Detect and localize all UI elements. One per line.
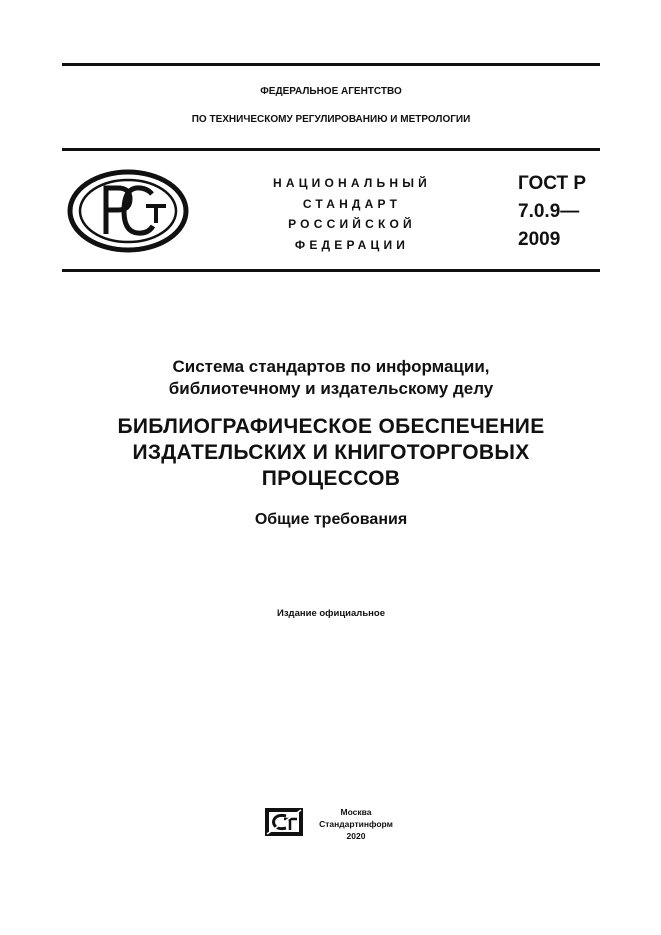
publisher-city: Москва	[340, 807, 372, 817]
top-rule	[62, 63, 600, 66]
series-line: Система стандартов по информации,	[172, 357, 490, 376]
publisher-name: Стандартинформ	[319, 819, 393, 829]
standard-type-line: РОССИЙСКОЙ	[288, 217, 416, 231]
series-line: библиотечному и издательскому делу	[168, 379, 494, 398]
standard-designation	[518, 170, 586, 254]
document-title	[62, 414, 600, 492]
designation-line: 7.0.9—	[518, 201, 580, 222]
standard-type	[252, 173, 452, 255]
lower-rule	[62, 269, 600, 272]
designation-line: 2009	[518, 229, 561, 250]
series-title	[62, 356, 600, 400]
designation-line: ГОСТ Р	[518, 173, 587, 194]
document-subtitle: Общие требования	[254, 511, 408, 528]
publisher-imprint	[310, 806, 402, 842]
standard-type-line: СТАНДАРТ	[302, 196, 402, 211]
rst-gost-emblem-icon	[66, 168, 190, 254]
standard-type-line: ФЕДЕРАЦИИ	[294, 237, 410, 252]
title-line: ИЗДАТЕЛЬСКИХ И КНИГОТОРГОВЫХ	[132, 441, 530, 464]
agency-line-2: ПО ТЕХНИЧЕСКОМУ РЕГУЛИРОВАНИЮ И МЕТРОЛОГИИ	[191, 114, 471, 125]
title-line: ПРОЦЕССОВ	[261, 467, 401, 490]
standard-type-line: НАЦИОНАЛЬНЫЙ	[272, 176, 432, 190]
edition-note: Издание официальное	[277, 608, 385, 619]
agency-line-1: ФЕДЕРАЛЬНОЕ АГЕНТСТВО	[260, 86, 402, 97]
publication-year: 2020	[346, 831, 366, 841]
upper-rule	[62, 148, 600, 151]
standartinform-logo-icon	[264, 807, 304, 837]
title-line: БИБЛИОГРАФИЧЕСКОЕ ОБЕСПЕЧЕНИЕ	[117, 415, 545, 438]
